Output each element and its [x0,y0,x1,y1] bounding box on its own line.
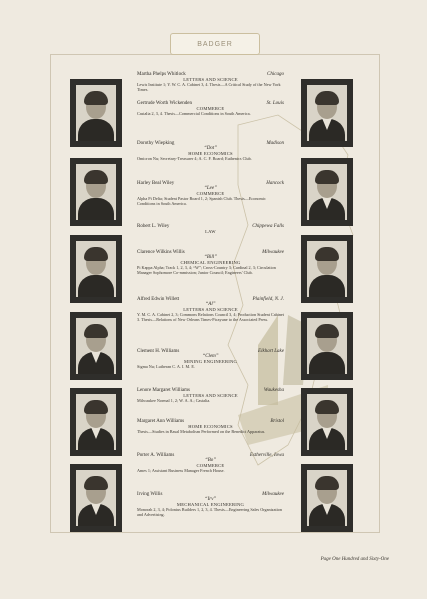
nickname: “Dot” [203,146,218,151]
hometown: Chippewa Falls [252,224,284,229]
logo-text: BADGER [197,40,233,48]
student-entry [137,72,284,92]
nickname: “Clem” [202,354,219,359]
hometown: Milwaukee [262,492,284,497]
hometown: Madison [266,141,284,146]
hometown: Plainfield, N. J. [252,297,284,302]
college: MINING ENGINEERING [184,359,237,364]
college: LAW [205,229,216,234]
college: COMMERCE [196,463,225,468]
activities: Thesis—Studies in Basal Metabolism Performed on the Benedict Apparatus. [137,429,266,434]
college: CHEMICAL ENGINEERING [180,260,241,265]
college: LETTERS AND SCIENCE [183,393,238,398]
nickname: “Lee” [204,186,217,191]
portrait-photo [301,79,353,147]
student-name: Alfred Edwin Willett [137,297,180,302]
nickname: “Al” [205,302,216,307]
student-entry [137,181,284,206]
student-name: Gertrude Worth Wickenden [137,101,193,106]
page-number: Page One Hundred and Sixty-One [320,557,389,562]
activities: Monorah 2, 3, 4; Polonius Builders 1, 2, 3, 4. Thesis—Engineering Sales Organization and Advertising. [137,507,282,517]
college: LETTERS AND SCIENCE [183,77,238,82]
student-name: Robert L. Wiley [137,224,170,229]
student-entry [137,492,284,517]
portrait-photo [70,235,122,303]
portrait-photo [301,388,353,456]
hometown: Elkhart Lake [258,349,284,354]
nickname: “Bill” [204,255,217,260]
portrait-photo [70,388,122,456]
college: MECHANICAL ENGINEERING [176,502,245,507]
college: HOME ECONOMICS [188,151,233,156]
student-entry [137,297,284,322]
hometown: Estherville, Iowa [249,453,284,458]
hometown: Chicago [267,72,284,77]
portrait-photo [70,464,122,532]
student-entry [137,349,284,369]
student-name: Martha Phelps Whitlock [137,72,186,77]
college: LETTERS AND SCIENCE [183,307,238,312]
activities: Omicron Nu; Secretary-Treasurer 4; A. C. F. Board; Euthenics Club. [137,156,252,161]
portrait-photo [301,464,353,532]
student-name: Harley Beal Wiley [137,181,175,186]
nickname: “Bo” [204,458,217,463]
college: COMMERCE [196,106,225,111]
student-name: Irving Willis [137,492,163,497]
hometown: Hancock [266,181,284,186]
activities: Y. M. C. A. Cabinet 2, 3; Commons Relations Council 3, 4; Production Student Cabinet 3. Thesis—Relations of New Orleans Times-Picayune to the Associated Press. [137,312,284,322]
portrait-photo [70,79,122,147]
student-name: Clement H. Williams [137,349,180,354]
activities: Castalia 2, 3, 4. Thesis—Commercial Conditions in South America. [137,111,251,116]
student-name: Lenore Margaret Williams [137,388,190,393]
hometown: Milwaukee [262,250,284,255]
activities: Sigma Nu; Lutheran C. A. I. M. E. [137,364,195,369]
student-entry [137,250,284,275]
student-name: Margaret Ann Williams [137,419,185,424]
college: COMMERCE [196,191,225,196]
college: HOME ECONOMICS [188,424,233,429]
activities: Pi Kappa Alpha; Track 1, 2, 3, 4; “W”; Cross-Country 3; Cardinal 2, 3; Circulation Manager Sophomore Co-mmission; Junior Council; Engineers' Club. [137,265,276,275]
student-entry [137,141,284,161]
activities: Ames 1; Assistant Business Manager French House. [137,468,225,473]
portrait-photo [70,312,122,380]
hometown: St. Louis [266,101,284,106]
student-entry [137,224,284,234]
student-entry [137,419,284,434]
student-entry [137,101,284,116]
hometown: Waukesha [263,388,284,393]
student-name: Dorothy Wiepking [137,141,175,146]
activities: Milwaukee Normal 1, 2; W. A. A.; Castalia. [137,398,211,403]
nickname: “Irv” [204,497,217,502]
portrait-photo [301,235,353,303]
hometown: Bristol [270,419,284,424]
student-entry [137,453,284,473]
portrait-photo [301,312,353,380]
student-entry [137,388,284,403]
activities: Alpha Pi Delta; Student Pastor Board 1, 2; Spanish Club. Thesis—Economic Conditions in South America. [137,196,266,206]
badger-logo [170,33,260,55]
portrait-photo [70,158,122,226]
student-name: Clarence Wilkins Willis [137,250,185,255]
activities: Lewis Institute 1; Y. W. C. A. Cabinet 3, 4. Thesis—A Critical Study of the New York Times. [137,82,281,92]
portrait-photo [301,158,353,226]
student-name: Porter A. Williams [137,453,175,458]
